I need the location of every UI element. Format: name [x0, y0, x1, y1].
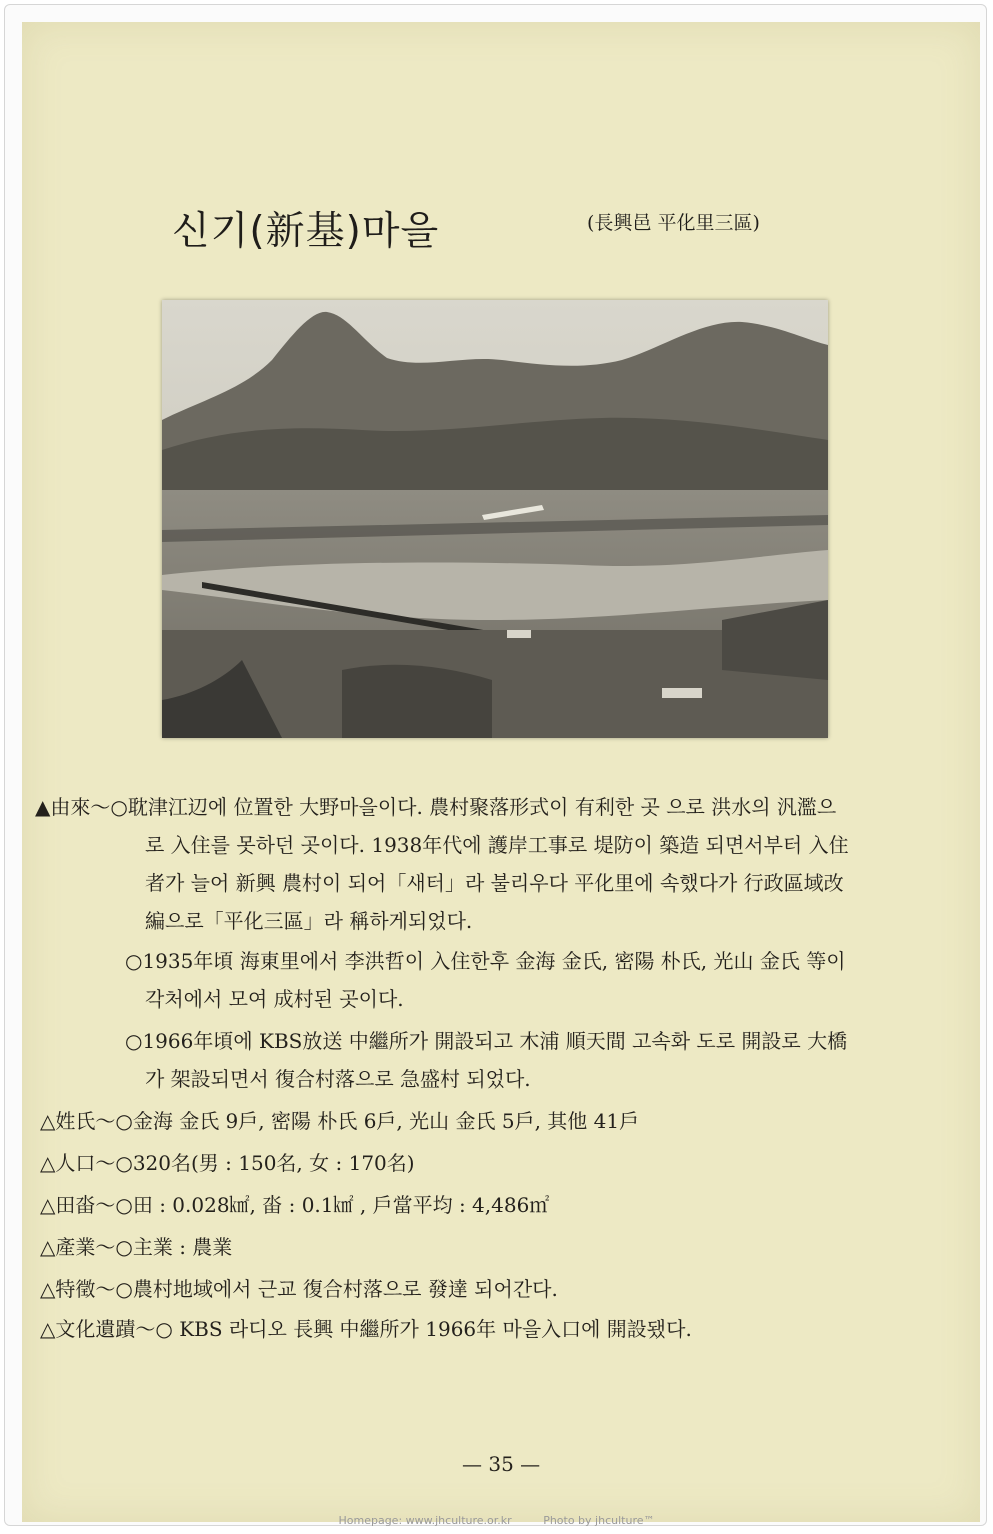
page-title: 신기(新基)마을 — [172, 209, 440, 254]
origin-line-3: 者가 늘어 新興 農村이 되어「새터」라 불리우다 平化里에 속했다가 行政區域改 — [145, 871, 844, 895]
page-frame — [4, 4, 987, 1526]
features-line: △特徵～○農村地域에서 근교 復合村落으로 發達 되어간다. — [40, 1277, 558, 1301]
origin-line-1: ▲由來～○耽津江辺에 位置한 大野마을이다. 農村聚落形式이 有利한 곳 으로 洪水의 汎濫으 — [35, 795, 837, 819]
homepage-link[interactable]: Homepage: www.jhculture.or.kr — [338, 1514, 512, 1527]
origin-line-7: ○1966年頃에 KBS放送 中繼所가 開設되고 木浦 順天間 고속화 도로 開設로 大橋 — [125, 1029, 848, 1053]
origin-line-5: ○1935年頃 海東里에서 李洪哲이 入住한후 金海 金氏, 密陽 朴氏, 光山 金氏 等이 — [125, 949, 846, 973]
origin-line-8: 가 架設되면서 復合村落으로 急盛村 되었다. — [145, 1067, 531, 1091]
farmland-line: △田畓～○田 : 0.028㎢, 畓 : 0.1㎢ , 戶當平均 : 4,486㎡ — [40, 1193, 550, 1217]
location-subtitle: (長興邑 平化里三區) — [587, 212, 760, 234]
cultural-heritage-line: △文化遺蹟～○ KBS 라디오 長興 中繼所가 1966年 마을入口에 開設됐다. — [40, 1317, 692, 1341]
surnames-line: △姓氏～○金海 金氏 9戶, 密陽 朴氏 6戶, 光山 金氏 5戶, 其他 41戶 — [40, 1109, 640, 1133]
village-description — [22, 22, 980, 1522]
photo-credit: Photo by jhculture™ — [543, 1514, 655, 1527]
population-line: △人口～○320名(男 : 150名, 女 : 170名) — [40, 1151, 415, 1175]
site-footer — [0, 1514, 993, 1527]
scanned-page — [22, 22, 980, 1522]
origin-line-2: 로 入住를 못하던 곳이다. 1938年代에 護岸工事로 堤防이 築造 되면서부터 入住 — [145, 833, 849, 857]
industry-line: △產業～○主業 : 農業 — [40, 1235, 233, 1259]
origin-line-4: 編으로「平化三區」라 稱하게되었다. — [145, 909, 473, 933]
page-number: — 35 — — [462, 1452, 541, 1476]
origin-line-6: 각처에서 모여 成村된 곳이다. — [145, 987, 404, 1011]
